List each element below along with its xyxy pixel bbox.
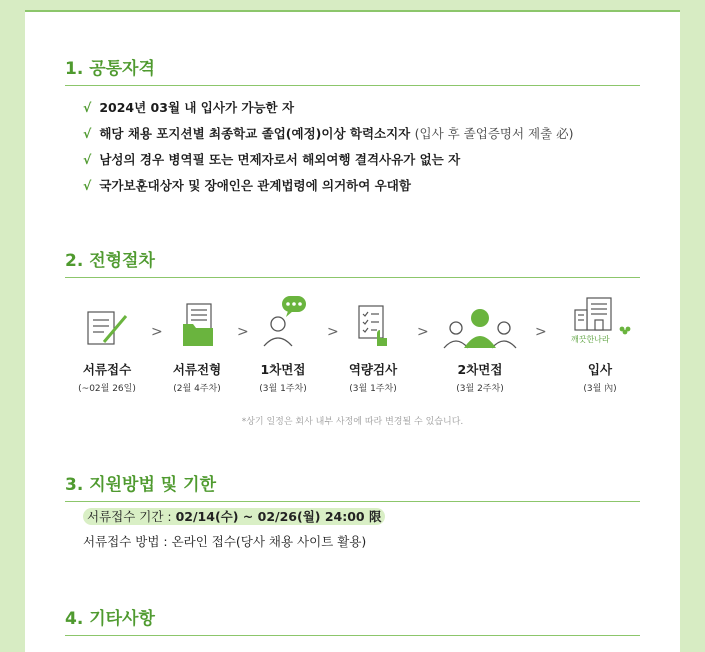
list-item: √ 해당 채용 포지션별 최종학교 졸업(예정)이상 학력소지자 (입사 후 졸업증명서 제출 必)	[83, 126, 574, 141]
group-icon	[435, 294, 525, 350]
step-document-screening	[157, 294, 237, 394]
section-title-apply: 3. 지원방법 및 기한	[65, 470, 640, 502]
building-icon	[555, 294, 645, 350]
step-join	[555, 294, 645, 394]
check-icon: √	[83, 178, 92, 193]
content-card	[25, 10, 680, 652]
apply-period-highlight: 서류접수 기간 : 02/14(수) ~ 02/26(월) 24:00 限	[83, 508, 385, 525]
apply-method: 서류접수 방법 : 온라인 접수(당사 채용 사이트 활용)	[83, 534, 367, 549]
brand-logo: 깨끗한나라	[571, 335, 610, 344]
schedule-notice: *상기 일정은 회사 내부 사정에 따라 변경될 수 있습니다.	[241, 417, 464, 427]
check-icon: √	[83, 152, 92, 167]
step-date: (~02월 26일)	[78, 384, 136, 394]
list-item-note: (입사 후 졸업증명서 제출 必)	[414, 126, 574, 141]
chevron-right-icon: >	[417, 324, 429, 340]
chevron-right-icon: >	[535, 324, 547, 340]
qualification-list	[83, 98, 574, 202]
chevron-right-icon: >	[327, 324, 339, 340]
section-title-etc: 4. 기타사항	[65, 604, 640, 636]
process-steps	[65, 294, 640, 404]
section-title-common: 1. 공통자격	[65, 54, 640, 86]
chevron-right-icon: >	[151, 324, 163, 340]
step-second-interview	[435, 294, 525, 394]
step-date: (3월 2주차)	[456, 384, 504, 394]
step-label: 1차면접	[260, 362, 306, 377]
step-first-interview	[243, 294, 323, 394]
check-icon: √	[83, 100, 92, 115]
step-date: (3월 內)	[583, 384, 617, 394]
step-date: (2월 4주차)	[173, 384, 221, 394]
step-label: 역량검사	[348, 362, 398, 377]
section-title-process: 2. 전형절차	[65, 246, 640, 278]
apply-period	[83, 507, 385, 525]
step-competency-test	[333, 294, 413, 394]
step-label: 서류전형	[172, 362, 222, 377]
chevron-right-icon: >	[237, 324, 249, 340]
step-label: 서류접수	[82, 362, 132, 377]
step-date: (3월 1주차)	[259, 384, 307, 394]
checklist-icon	[333, 294, 413, 350]
step-date: (3월 1주차)	[349, 384, 397, 394]
list-item: √ 국가보훈대상자 및 장애인은 관계법령에 의거하여 우대함	[83, 178, 411, 193]
list-item: √ 남성의 경우 병역필 또는 면제자로서 해외여행 결격사유가 없는 자	[83, 152, 461, 167]
step-label: 입사	[587, 362, 613, 377]
step-label: 2차면접	[457, 362, 503, 377]
step-document-submit	[67, 294, 147, 394]
document-pen-icon	[67, 294, 147, 350]
list-item: √ 2024년 03월 내 입사가 가능한 자	[83, 100, 295, 115]
person-chat-icon	[243, 294, 323, 350]
folder-document-icon	[157, 294, 237, 350]
check-icon: √	[83, 126, 92, 141]
